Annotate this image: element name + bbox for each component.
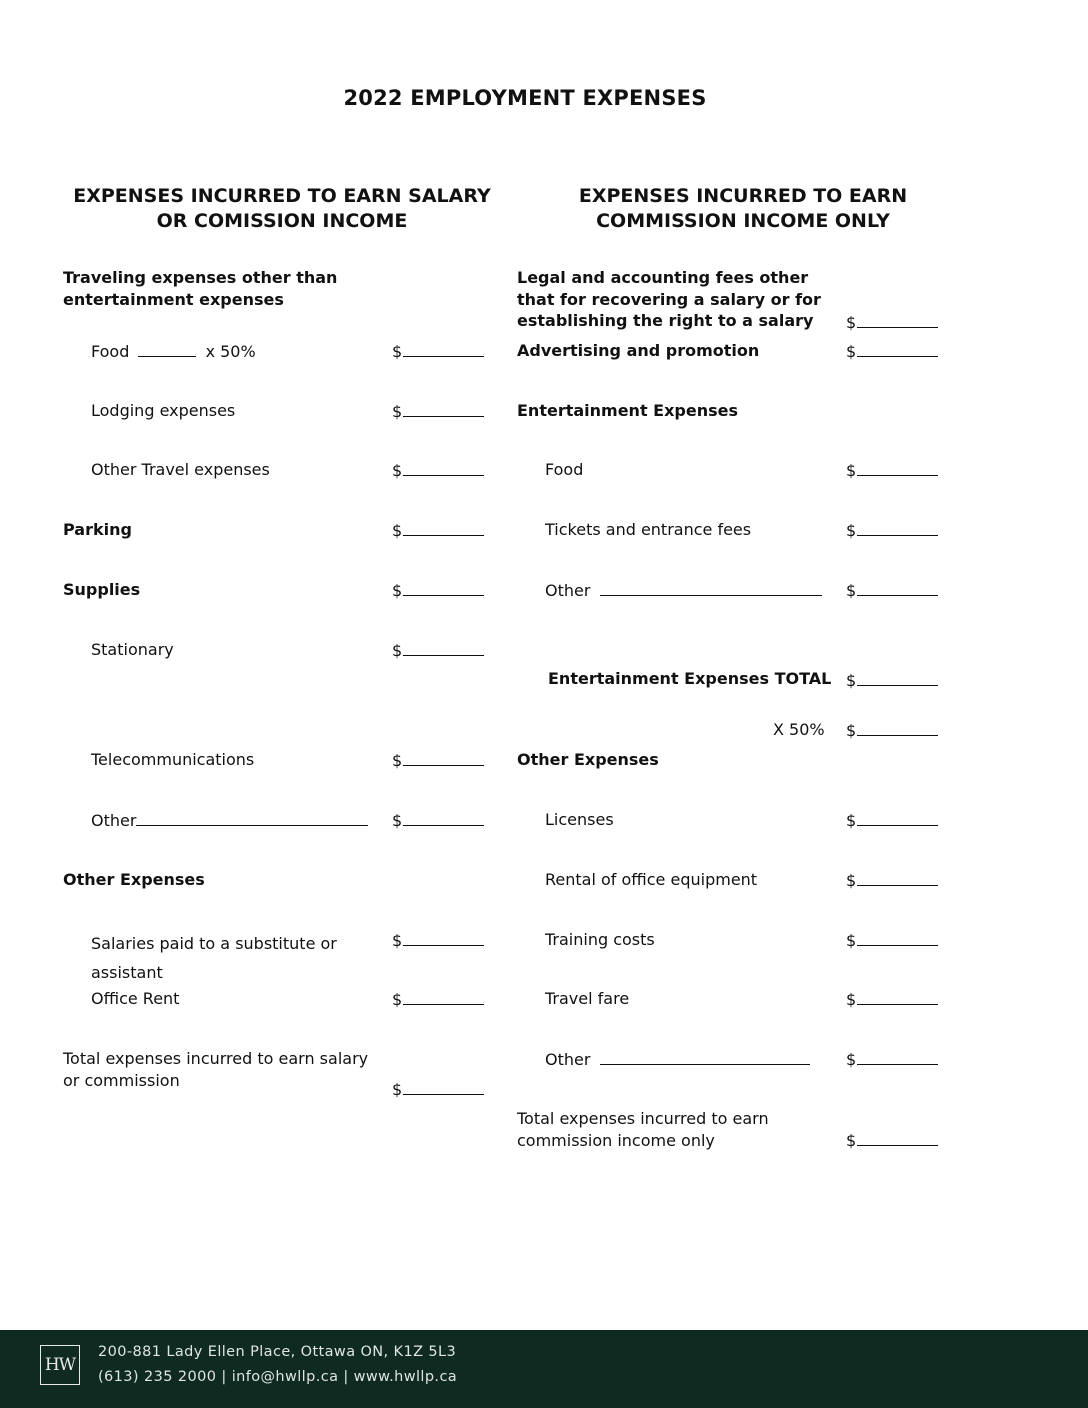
amount-line[interactable] <box>857 929 938 946</box>
x50-label: X 50% <box>773 720 825 739</box>
amount-line[interactable] <box>403 519 484 536</box>
stationary-label: Stationary <box>91 640 174 659</box>
right-total-line-1: Total expenses incurred to earn <box>517 1109 769 1128</box>
amount-line[interactable] <box>857 809 938 826</box>
left-other-amount[interactable] <box>392 809 484 830</box>
stationary-amount[interactable] <box>392 639 484 660</box>
amount-line[interactable] <box>403 579 484 596</box>
left-other-label: Other <box>91 811 137 830</box>
travel-heading <box>63 267 337 310</box>
training-amount[interactable] <box>846 929 938 950</box>
amount-line[interactable] <box>857 719 938 736</box>
amount-line[interactable] <box>857 669 938 686</box>
amount-line[interactable] <box>403 1078 484 1095</box>
travel-fare-amount[interactable] <box>846 988 938 1009</box>
left-total-line-1: Total expenses incurred to earn salary <box>63 1049 369 1068</box>
other-travel-amount[interactable] <box>392 459 484 480</box>
currency-sign: $ <box>392 402 403 421</box>
currency-sign: $ <box>846 871 857 890</box>
advertising-amount[interactable] <box>846 340 938 361</box>
parking-amount[interactable] <box>392 519 484 540</box>
supplies-amount[interactable] <box>392 579 484 600</box>
amount-line[interactable] <box>403 459 484 476</box>
amount-line[interactable] <box>403 988 484 1005</box>
currency-sign: $ <box>392 1080 403 1099</box>
right-column-heading <box>510 184 976 234</box>
training-label: Training costs <box>545 930 655 949</box>
licenses-amount[interactable] <box>846 809 938 830</box>
right-heading-line-1: EXPENSES INCURRED TO EARN <box>578 185 908 207</box>
right-other-label: Other <box>545 1050 591 1069</box>
left-total-line-2: or commission <box>63 1070 180 1090</box>
ent-food-amount[interactable] <box>846 459 938 480</box>
currency-sign: $ <box>846 811 857 830</box>
right-other-amount[interactable] <box>846 1048 938 1069</box>
travel-fare-label: Travel fare <box>545 989 630 1008</box>
right-heading-line-2: COMMISSION INCOME ONLY <box>596 210 890 232</box>
currency-sign: $ <box>846 931 857 950</box>
legal-line-2: that for recovering a salary or for <box>517 289 821 309</box>
lodging-amount[interactable] <box>392 400 484 421</box>
amount-line[interactable] <box>857 519 938 536</box>
right-other-row <box>545 1048 810 1071</box>
legal-line-3: establishing the right to a salary <box>517 311 814 330</box>
supplies-label: Supplies <box>63 580 141 599</box>
other-travel-label: Other Travel expenses <box>91 460 270 479</box>
currency-sign: $ <box>846 342 857 361</box>
travel-heading-line-2: entertainment expenses <box>63 289 284 309</box>
salaries-amount[interactable] <box>392 929 484 950</box>
legal-fees-amount[interactable] <box>846 311 938 332</box>
left-other-expenses-heading: Other Expenses <box>63 870 205 889</box>
amount-line[interactable] <box>857 459 938 476</box>
food-row <box>91 340 256 363</box>
entertainment-heading: Entertainment Expenses <box>517 401 739 420</box>
left-total-label <box>63 1048 368 1091</box>
legal-line-1: Legal and accounting fees other <box>517 268 809 287</box>
right-total-label <box>517 1108 769 1151</box>
telecom-label: Telecommunications <box>91 750 255 769</box>
food-label: Food <box>91 342 130 361</box>
amount-line[interactable] <box>857 340 938 357</box>
currency-sign: $ <box>846 461 857 480</box>
rental-label: Rental of office equipment <box>545 870 758 889</box>
currency-sign: $ <box>846 313 857 332</box>
currency-sign: $ <box>392 990 403 1009</box>
right-other-description-field[interactable] <box>600 1048 810 1065</box>
salaries-line-1: Salaries paid to a substitute or <box>91 934 337 953</box>
rental-amount[interactable] <box>846 869 938 890</box>
amount-line[interactable] <box>857 869 938 886</box>
page-title: 2022 EMPLOYMENT EXPENSES <box>343 86 707 110</box>
currency-sign: $ <box>392 641 403 660</box>
currency-sign: $ <box>392 751 403 770</box>
amount-line[interactable] <box>857 1129 938 1146</box>
licenses-label: Licenses <box>545 810 614 829</box>
amount-line[interactable] <box>403 340 484 357</box>
telecom-amount[interactable] <box>392 749 484 770</box>
amount-line[interactable] <box>403 809 484 826</box>
left-heading-line-2: OR COMISSION INCOME <box>156 210 408 232</box>
ent-food-label: Food <box>545 460 584 479</box>
right-other-expenses-heading: Other Expenses <box>517 750 659 769</box>
left-other-description-field[interactable] <box>136 809 368 826</box>
currency-sign: $ <box>846 671 857 690</box>
x50-amount[interactable] <box>846 719 938 740</box>
currency-sign: $ <box>846 1131 857 1150</box>
currency-sign: $ <box>846 1050 857 1069</box>
left-heading-line-1: EXPENSES INCURRED TO EARN SALARY <box>73 185 491 207</box>
currency-sign: $ <box>392 461 403 480</box>
amount-line[interactable] <box>857 311 938 328</box>
left-other-row <box>91 809 368 832</box>
currency-sign: $ <box>846 990 857 1009</box>
salaries-label <box>91 929 337 987</box>
footer-address: 200-881 Lady Ellen Place, Ottawa ON, K1Z 5L3 <box>98 1344 457 1360</box>
office-rent-amount[interactable] <box>392 988 484 1009</box>
ent-other-row <box>545 579 822 602</box>
right-total-amount[interactable] <box>846 1129 938 1150</box>
currency-sign: $ <box>392 931 403 950</box>
currency-sign: $ <box>392 811 403 830</box>
amount-line[interactable] <box>403 400 484 417</box>
currency-sign: $ <box>392 521 403 540</box>
footer-contact: (613) 235 2000 | info@hwllp.ca | www.hwllp.ca <box>98 1369 458 1385</box>
salaries-line-2: assistant <box>91 963 163 982</box>
parking-label: Parking <box>63 520 132 539</box>
amount-line[interactable] <box>857 579 938 596</box>
office-rent-label: Office Rent <box>91 989 180 1008</box>
currency-sign: $ <box>392 342 403 361</box>
ent-other-amount[interactable] <box>846 579 938 600</box>
currency-sign: $ <box>846 581 857 600</box>
ent-total-label: Entertainment Expenses TOTAL <box>548 669 832 688</box>
amount-line[interactable] <box>857 1048 938 1065</box>
right-total-line-2: commission income only <box>517 1130 715 1150</box>
amount-line[interactable] <box>403 639 484 656</box>
food-amount[interactable] <box>392 340 484 361</box>
currency-sign: $ <box>392 581 403 600</box>
firm-logo: HW <box>40 1345 80 1385</box>
ent-total-amount[interactable] <box>846 669 938 690</box>
food-multiplier: x 50% <box>205 342 256 361</box>
currency-sign: $ <box>846 721 857 740</box>
lodging-label: Lodging expenses <box>91 401 236 420</box>
amount-line[interactable] <box>857 988 938 1005</box>
amount-line[interactable] <box>403 749 484 766</box>
left-column-heading <box>58 184 506 234</box>
currency-sign: $ <box>846 521 857 540</box>
ent-other-description-field[interactable] <box>600 579 822 596</box>
tickets-label: Tickets and entrance fees <box>545 520 752 539</box>
amount-line[interactable] <box>403 929 484 946</box>
advertising-label: Advertising and promotion <box>517 341 760 360</box>
legal-fees-label <box>517 267 821 332</box>
tickets-amount[interactable] <box>846 519 938 540</box>
food-amount-field[interactable] <box>138 340 196 357</box>
ent-other-label: Other <box>545 581 591 600</box>
left-total-amount[interactable] <box>392 1078 484 1099</box>
travel-heading-line-1: Traveling expenses other than <box>63 268 338 287</box>
